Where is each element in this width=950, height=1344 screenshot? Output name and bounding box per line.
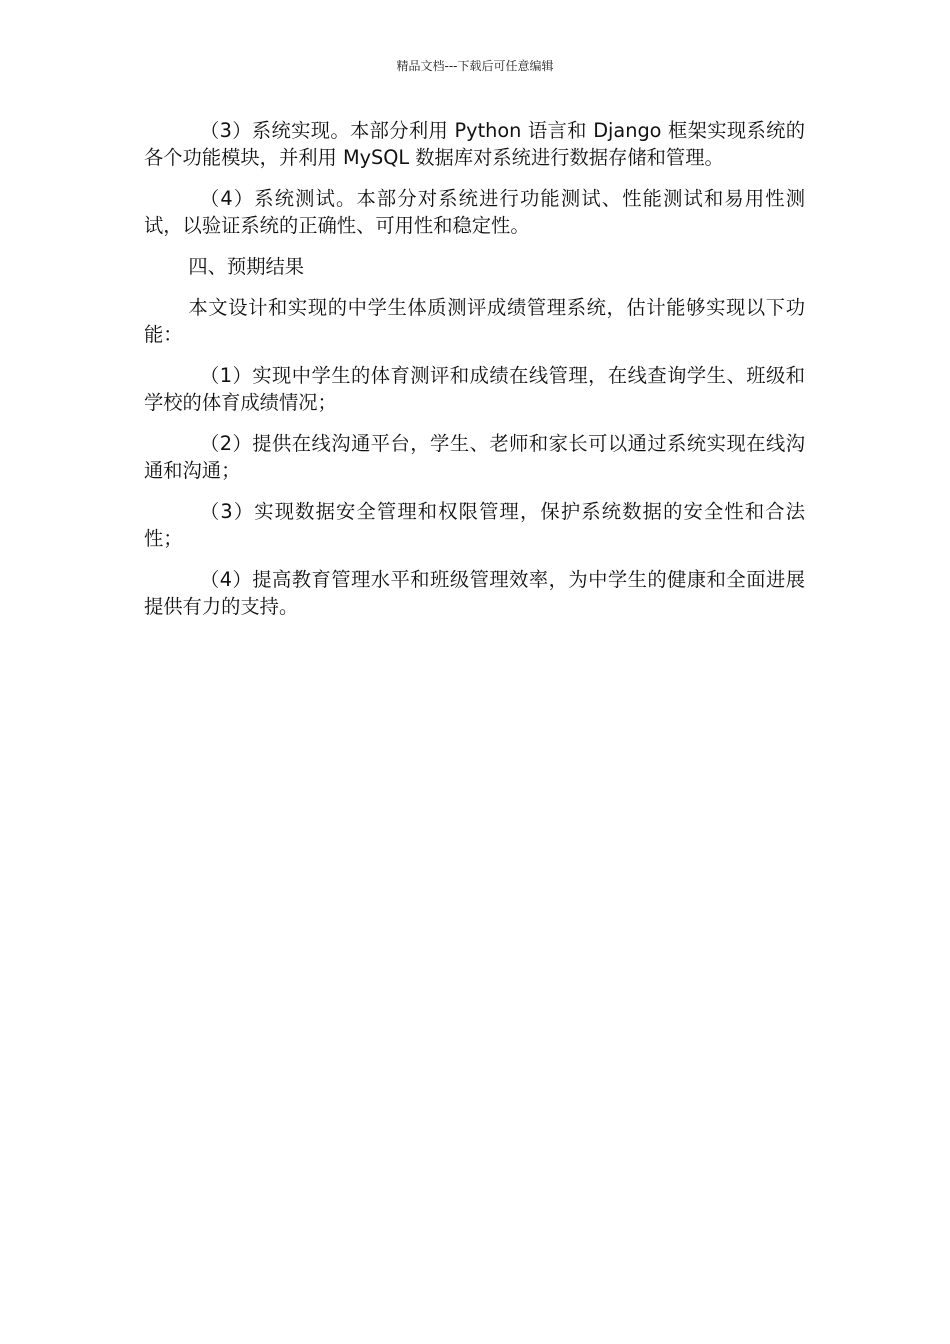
paragraph-result-2: （2）提供在线沟通平台，学生、老师和家长可以通过系统实现在线沟通和沟通； xyxy=(144,432,805,482)
section-heading-expected-results: 四、预期结果 xyxy=(188,255,305,278)
paragraph-expected-intro: 本文设计和实现的中学生体质测评成绩管理系统，估计能够实现以下功能： xyxy=(144,296,805,346)
paragraph-result-4: （4）提高教育管理水平和班级管理效率，为中学生的健康和全面进展提供有力的支持。 xyxy=(144,568,805,618)
paragraph-result-1: （1）实现中学生的体育测评和成绩在线管理，在线查询学生、班级和学校的体育成绩情况； xyxy=(144,364,805,414)
document-body xyxy=(144,117,805,634)
paragraph-system-implementation: （3）系统实现。本部分利用 Python 语言和 Django 框架实现系统的各个功能模块，并利用 MySQL 数据库对系统进行数据存储和管理。 xyxy=(144,119,805,169)
paragraph-result-3: （3）实现数据安全管理和权限管理，保护系统数据的安全性和合法性； xyxy=(144,500,805,550)
paragraph-system-testing: （4）系统测试。本部分对系统进行功能测试、性能测试和易用性测试，以验证系统的正确性、可用性和稳定性。 xyxy=(144,187,805,237)
page-header: 精品文档---下载后可任意编辑 xyxy=(396,59,554,73)
